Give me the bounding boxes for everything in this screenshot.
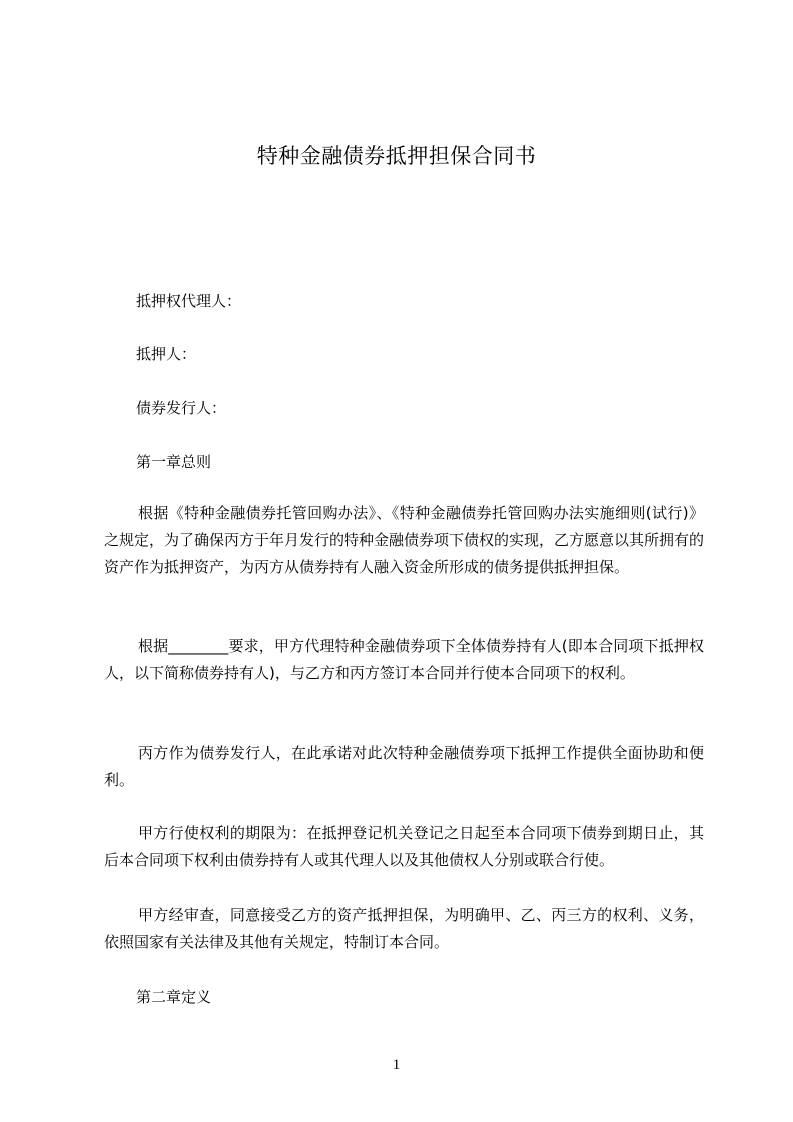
paragraph-issuer-commitment: 丙方作为债券发行人，在此承诺对此次特种金融债券项下抵押工作提供全面协助和便利。 — [104, 744, 704, 789]
document-title: 特种金融债券抵押担保合同书 — [256, 144, 537, 168]
paragraph-agency: 根据________要求，甲方代理特种金融债券项下全体债券持有人(即本合同项下抵押权人，以下简称债券持有人)，与乙方和丙方签订本合同并行使本合同项下的权利。 — [104, 637, 704, 682]
mortgagor-field: 抵押人： — [136, 345, 197, 363]
paragraph-agreement: 甲方经审查，同意接受乙方的资产抵押担保，为明确甲、乙、丙三方的权利、义务，依照国家有关法律及其他有关规定，特制订本合同。 — [104, 906, 704, 951]
chapter-two-heading: 第二章定义 — [136, 988, 212, 1006]
page-number: 1 — [392, 1057, 401, 1073]
paragraph-legal-basis: 根据《特种金融债券托管回购办法》、《特种金融债券托管回购办法实施细则(试行)》之规定，为了确保丙方于年月发行的特种金融债券项下债权的实现，乙方愿意以其所拥有的资产作为抵押资产，为丙方从债券持有人融入资金所形成的债务提供抵押担保。 — [104, 504, 705, 576]
mortgage-agent-field: 抵押权代理人： — [136, 292, 242, 310]
chapter-one-heading: 第一章总则 — [136, 453, 212, 471]
bond-issuer-field: 债券发行人： — [136, 399, 227, 417]
paragraph-rights-term: 甲方行使权利的期限为：在抵押登记机关登记之日起至本合同项下债券到期日止，其后本合同项下权利由债券持有人或其代理人以及其他债权人分别或联合行使。 — [104, 824, 704, 869]
